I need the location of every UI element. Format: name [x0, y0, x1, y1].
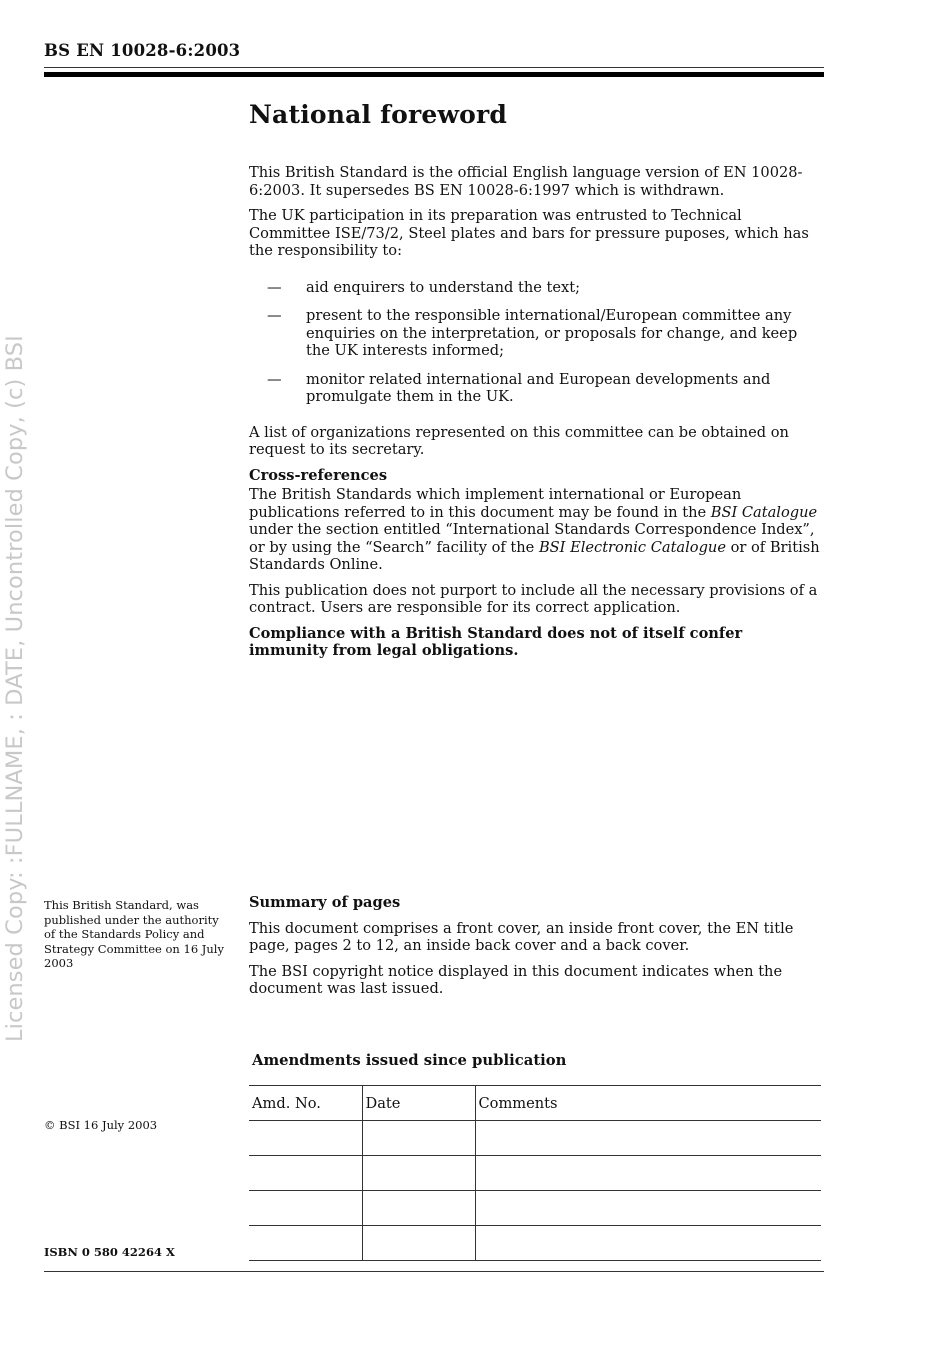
table-row [249, 1226, 821, 1261]
table-row [249, 1121, 821, 1156]
table-row [249, 1191, 821, 1226]
foreword-body [249, 164, 824, 668]
contract-paragraph: This publication does not purport to include all the necessary provisions of a contract. Users are responsible for its correct application. [249, 581, 818, 616]
table-cell [362, 1191, 475, 1226]
table-row [249, 1156, 821, 1191]
amendments-table [249, 1085, 821, 1261]
column-header: Comments [475, 1086, 821, 1121]
header-rule-thick [44, 72, 824, 77]
cross-references-heading: Cross-references [249, 466, 388, 484]
compliance-statement: Compliance with a British Standard does not of itself confer immunity from legal obligations. [249, 624, 743, 659]
intro-paragraph: The UK participation in its preparation was entrusted to Technical Committee ISE/73/2, Steel plates and bars for pressure puposes, which has the responsibility to: [249, 207, 809, 259]
table-header-row [249, 1086, 821, 1121]
bsi-catalogue-ref: BSI Catalogue [710, 503, 818, 521]
table-cell [362, 1156, 475, 1191]
isbn: ISBN 0 580 42264 X [44, 1245, 175, 1259]
list-item [249, 307, 824, 360]
summary-paragraph: This document comprises a front cover, an inside front cover, the EN title page, pages 2 to 12, an inside back cover and a back cover. [249, 919, 794, 954]
table-cell [475, 1191, 821, 1226]
watermark: Licensed Copy: :FULLNAME, : DATE, Uncontrolled Copy, (c) BSI [2, 335, 28, 1042]
header-rule-thin [44, 67, 824, 68]
summary-section [249, 894, 824, 1006]
standard-code: BS EN 10028-6:2003 [44, 41, 241, 60]
list-item [249, 279, 824, 297]
summary-paragraph: The BSI copyright notice displayed in this document indicates when the document was last issued. [249, 962, 783, 997]
list-dash: — [267, 278, 282, 296]
footer-rule [44, 1271, 824, 1272]
table-cell [475, 1121, 821, 1156]
page-title: National foreword [249, 100, 508, 129]
list-dash: — [267, 370, 282, 388]
table-cell [362, 1121, 475, 1156]
list-item [249, 371, 824, 406]
list-dash: — [267, 307, 282, 324]
copyright-notice: © BSI 16 July 2003 [44, 1118, 158, 1132]
table-cell [475, 1156, 821, 1191]
column-header: Date [362, 1086, 475, 1121]
authority-note: This British Standard, was published under the authority of the Standards Policy and Strategy Committee on 16 July 2003 [44, 898, 224, 970]
table-cell [249, 1121, 362, 1156]
table-cell [249, 1156, 362, 1191]
summary-heading: Summary of pages [249, 894, 401, 911]
table-cell [249, 1226, 362, 1261]
cross-references-paragraph: The British Standards which implement international or European publications referred to in this document may be found in the BSI Catalogue under the section entitled “International Standards Correspondence Index”, or by using the “Search” facility of the BSI Electronic Catalogue or of British Standards Online. [249, 486, 820, 573]
list-item-text: aid enquirers to understand the text; [306, 278, 581, 296]
table-cell [475, 1226, 821, 1261]
table-cell [362, 1226, 475, 1261]
intro-paragraph: This British Standard is the official English language version of EN 10028-6:2003. It supersedes BS EN 10028-6:1997 which is withdrawn. [249, 164, 803, 199]
table-cell [249, 1191, 362, 1226]
list-item-text: monitor related international and European developments and promulgate them in the UK. [306, 370, 771, 405]
column-header: Amd. No. [249, 1086, 362, 1121]
committee-list-paragraph: A list of organizations represented on this committee can be obtained on request to its secretary. [249, 423, 789, 458]
bsi-electronic-catalogue-ref: BSI Electronic Catalogue [538, 538, 726, 556]
amendments-heading: Amendments issued since publication [252, 1052, 567, 1069]
list-item-text: present to the responsible international/European committee any enquiries on the interpretation, or proposals for change, and keep the UK interests informed; [306, 307, 798, 359]
